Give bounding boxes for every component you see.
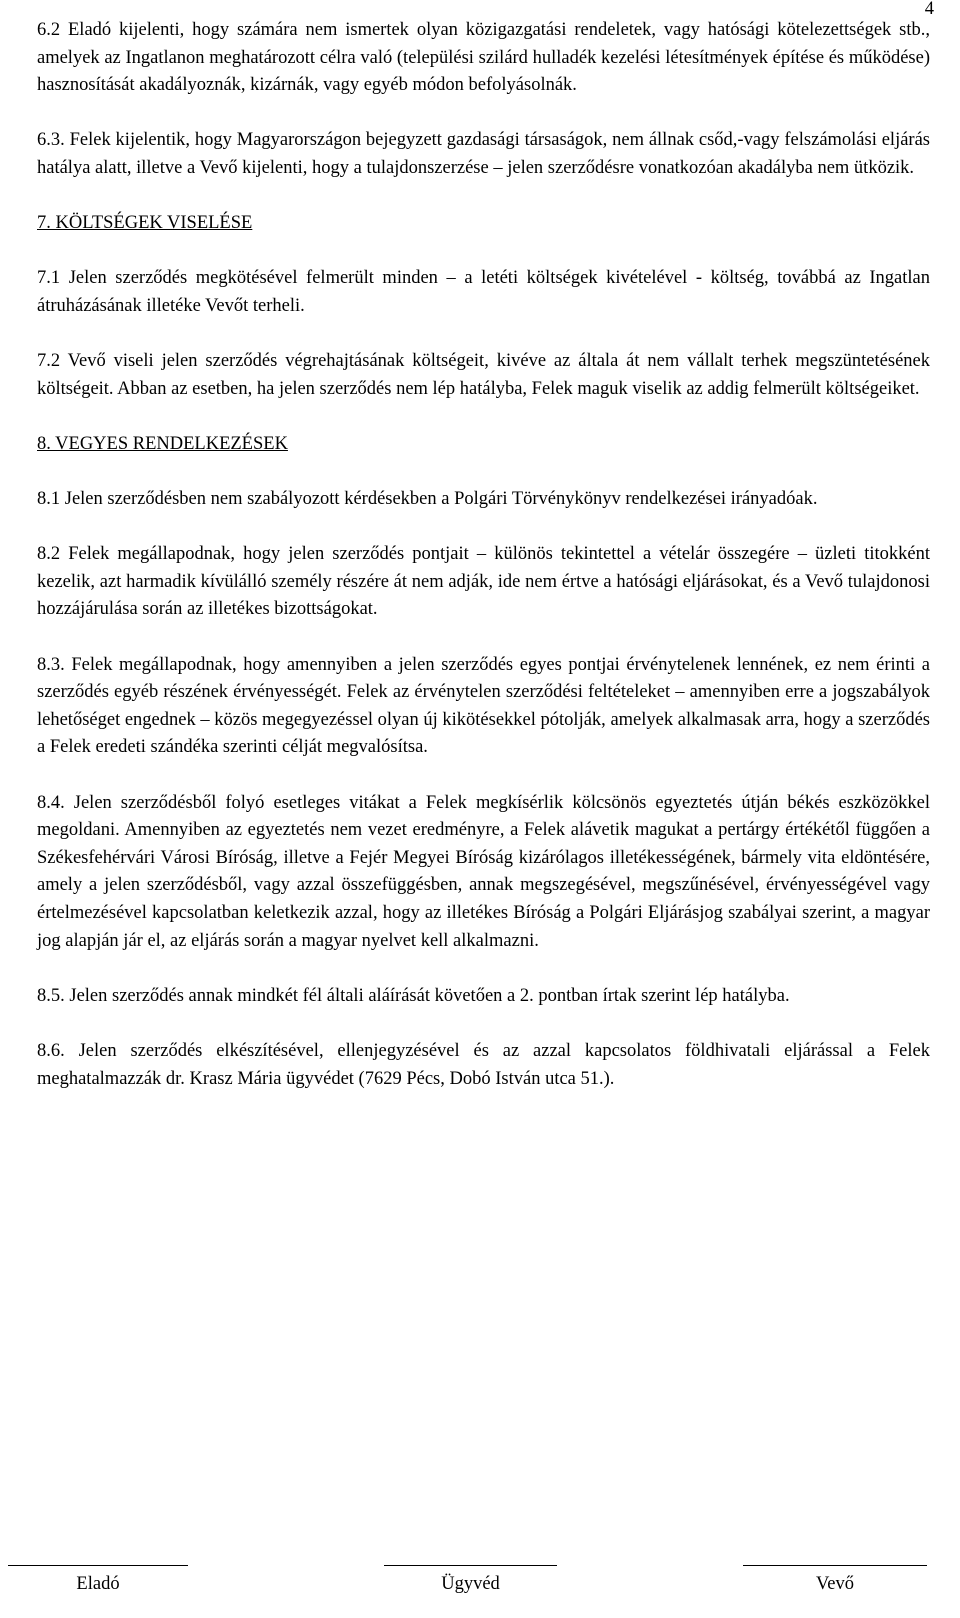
paragraph-7-2: 7.2 Vevő viseli jelen szerződés végrehajtásának költségeit, kivéve az általa át nem vállalt terhek megszüntetésének költségeit. Abban az esetben, ha jelen szerződés nem lép hatályba, Felek maguk viselik az addig felmerült költségeiket. — [37, 351, 930, 399]
signature-line-lawyer — [384, 1565, 557, 1596]
signature-label-seller: Eladó — [76, 1574, 120, 1594]
paragraph-8-5: 8.5. Jelen szerződés annak mindkét fél általi aláírását követően a 2. pontban írtak szerint lép hatályba. — [37, 985, 790, 1006]
paragraph-8-2: 8.2 Felek megállapodnak, hogy jelen szerződés pontjait – különös tekintettel a vételár összegére – üzleti titokként kezelik, azt harmadik kívülálló személy részére át nem adják, ide nem értve a hatósági eljárásokat, és a Vevő tulajdonosi hozzájárulása során az illetékes bizottságokat. — [37, 544, 930, 620]
heading-section-7: 7. KÖLTSÉGEK VISELÉSE — [37, 213, 253, 234]
paragraph-6-3: 6.3. Felek kijelentik, hogy Magyarországon bejegyzett gazdasági társaságok, nem állnak csőd,-vagy felszámolási eljárás hatálya alatt, illetve a Vevő kijelenti, hogy a tulajdonszerzése – jelen szerződésre vonatkozóan akadályba nem ütközik. — [37, 130, 930, 178]
paragraph-8-6: 8.6. Jelen szerződés elkészítésével, ellenjegyzésével és az azzal kapcsolatos földhivatali eljárással a Felek meghatalmazzák dr. Krasz Mária ügyvédet (7629 Pécs, Dobó István utca 51.). — [37, 1040, 930, 1089]
signature-label-buyer: Vevő — [815, 1574, 855, 1594]
paragraph-7-1: 7.1 Jelen szerződés megkötésével felmerült minden – a letéti költségek kivételével - költség, továbbá az Ingatlan átruházásának illetéke Vevőt terheli. — [37, 268, 930, 316]
signature-label-lawyer: Ügyvéd — [441, 1574, 500, 1594]
page-number: 4 — [924, 0, 934, 19]
paragraph-6-2: 6.2 Eladó kijelenti, hogy számára nem ismertek olyan közigazgatási rendeletek, vagy hatósági kötelezettségek stb., amelyek az Ingatlanon meghatározott célra való (települési szilárd hulladék kezelési létesítmények építése és működése) hasznosítását akadályoznák, kizárnák, vagy egyéb módon befolyásolnák. — [37, 20, 930, 96]
signature-line-seller — [8, 1565, 188, 1596]
signature-line-buyer — [743, 1565, 927, 1596]
paragraph-8-3: 8.3. Felek megállapodnak, hogy amennyiben a jelen szerződés egyes pontjai érvénytelenek lennének, ez nem érinti a szerződés egyéb részének érvényességét. Felek az érvénytelen szerződési feltételeket – amennyiben erre a jogszabályok lehetőséget engednek – közös megegyezéssel olyan új kikötésekkel pótolják, amelyek alkalmasak arra, hogy a szerződés a Felek eredeti szándéka szerinti célját megvalósítsa. — [37, 654, 930, 758]
paragraph-8-4: 8.4. Jelen szerződésből folyó esetleges vitákat a Felek megkísérlik kölcsönös egyeztetés útján békés eszközökkel megoldani. Amennyiben az egyeztetés nem vezet eredményre, a Felek alávetik magukat a pertárgy értékétől függően a Székesfehérvári Városi Bíróság, illetve a Fejér Megyei Bíróság kizárólagos illetékességének, bármely vita eldöntésére, amely a jelen szerződésből, vagy azzal összefüggésben, annak megszegésével, megszűnésével, érvényességével vagy értelmezésével kapcsolatban keletkezik azzal, hogy az illetékes Bíróság a Polgári Eljárásjog szabályai szerint, a magyar jog alapján jár el, az eljárás során a magyar nyelvet kell alkalmazni. — [37, 792, 930, 951]
paragraph-8-1: 8.1 Jelen szerződésben nem szabályozott kérdésekben a Polgári Törvénykönyv rendelkezései irányadóak. — [37, 489, 818, 510]
heading-section-8: 8. VEGYES RENDELKEZÉSEK — [37, 433, 288, 454]
